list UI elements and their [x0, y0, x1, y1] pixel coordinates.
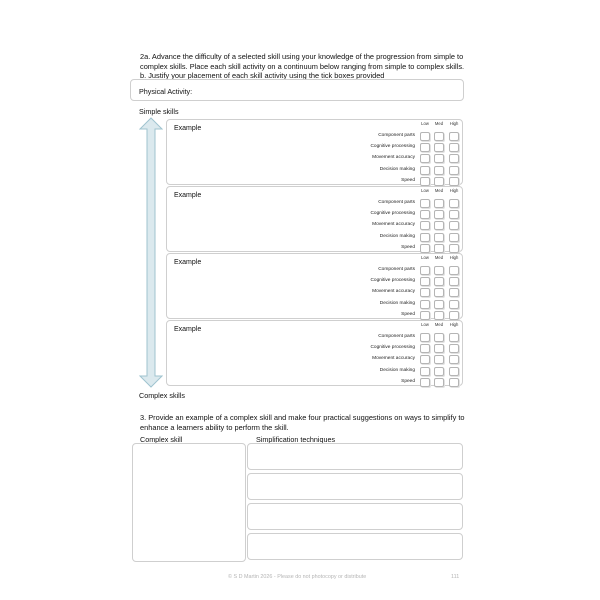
simplification-technique-field[interactable]	[247, 533, 463, 560]
tick-box-high[interactable]	[449, 367, 459, 376]
tick-box-high[interactable]	[449, 166, 459, 175]
tick-box-low[interactable]	[420, 210, 430, 219]
tick-box-low[interactable]	[420, 166, 430, 175]
question-3-line-2: enhance a learners ability to perform the skill.	[140, 422, 289, 432]
tick-box-high[interactable]	[449, 210, 459, 219]
instructions	[140, 52, 470, 81]
tick-box-med[interactable]	[434, 311, 444, 320]
tick-box-low[interactable]	[420, 266, 430, 275]
tick-box-high[interactable]	[449, 266, 459, 275]
complex-skills-label: Complex skills	[139, 391, 185, 400]
tick-box-med[interactable]	[434, 378, 444, 387]
simplification-technique-field[interactable]	[247, 473, 463, 500]
complex-skill-field[interactable]	[132, 443, 246, 562]
tick-box-low[interactable]	[420, 344, 430, 353]
tick-box-med[interactable]	[434, 300, 444, 309]
tick-box-high[interactable]	[449, 143, 459, 152]
tick-box-med[interactable]	[434, 154, 444, 163]
tick-box-low[interactable]	[420, 367, 430, 376]
continuum-arrow	[139, 117, 163, 389]
example-label: Example	[174, 192, 202, 199]
tick-header-high: High	[449, 121, 459, 126]
criterion-label: Movement accuracy	[372, 289, 415, 294]
tick-box-high[interactable]	[449, 233, 459, 242]
simplification-technique-field[interactable]	[247, 443, 463, 470]
tick-box-high[interactable]	[449, 288, 459, 297]
tick-header-low: Low	[421, 188, 429, 193]
tick-box-med[interactable]	[434, 266, 444, 275]
tick-box-low[interactable]	[420, 244, 430, 253]
tick-box-low[interactable]	[420, 311, 430, 320]
criterion-label: Speed	[401, 245, 415, 250]
criterion-label: Movement accuracy	[372, 356, 415, 361]
tick-box-med[interactable]	[434, 367, 444, 376]
double-arrow-shape	[140, 118, 162, 387]
copyright-footer: © S D Martin 2026 - Please do not photocopy or distribute	[228, 574, 367, 580]
tick-box-high[interactable]	[449, 244, 459, 253]
tick-box-high[interactable]	[449, 177, 459, 186]
tick-box-low[interactable]	[420, 177, 430, 186]
criterion-label: Cognitive processing	[370, 345, 415, 350]
tick-header-med: Med	[434, 322, 444, 327]
example-card	[166, 320, 463, 386]
page-number: 111	[451, 574, 460, 580]
tick-header-med: Med	[434, 255, 444, 260]
tick-box-med[interactable]	[434, 277, 444, 286]
tick-box-med[interactable]	[434, 166, 444, 175]
tick-box-low[interactable]	[420, 355, 430, 364]
instructions-line-2: complex skills. Place each skill activity on a continuum below ranging from simple to complex skills.	[140, 61, 465, 71]
tick-box-med[interactable]	[434, 288, 444, 297]
criterion-label: Cognitive processing	[370, 144, 415, 149]
tick-box-med[interactable]	[434, 355, 444, 364]
tick-box-high[interactable]	[449, 154, 459, 163]
criterion-label: Speed	[401, 178, 415, 183]
question-3	[140, 413, 470, 432]
criterion-label: Cognitive processing	[370, 278, 415, 283]
tick-box-med[interactable]	[434, 132, 444, 141]
tick-box-high[interactable]	[449, 300, 459, 309]
criterion-label: Cognitive processing	[370, 211, 415, 216]
tick-box-med[interactable]	[434, 244, 444, 253]
tick-box-med[interactable]	[434, 210, 444, 219]
criterion-label: Movement accuracy	[372, 155, 415, 160]
simplification-technique-field[interactable]	[247, 503, 463, 530]
criterion-label: Decision making	[379, 234, 415, 239]
tick-box-med[interactable]	[434, 177, 444, 186]
criterion-label: Movement accuracy	[372, 222, 415, 227]
tick-box-low[interactable]	[420, 143, 430, 152]
physical-activity-label: Physical Activity:	[139, 87, 193, 96]
criterion-label: Component parts	[378, 334, 415, 339]
tick-box-low[interactable]	[420, 154, 430, 163]
simplification-techniques-heading: Simplification techniques	[256, 435, 336, 444]
example-card	[166, 253, 463, 319]
tick-box-low[interactable]	[420, 199, 430, 208]
example-card	[166, 186, 463, 252]
tick-box-high[interactable]	[449, 277, 459, 286]
tick-box-high[interactable]	[449, 344, 459, 353]
criterion-label: Decision making	[379, 301, 415, 306]
tick-header-med: Med	[434, 188, 444, 193]
tick-box-high[interactable]	[449, 333, 459, 342]
example-card	[166, 119, 463, 185]
criterion-label: Speed	[401, 312, 415, 317]
tick-header-low: Low	[421, 121, 429, 126]
example-label: Example	[174, 125, 202, 132]
tick-box-low[interactable]	[420, 233, 430, 242]
criterion-label: Component parts	[378, 267, 415, 272]
tick-box-high[interactable]	[449, 132, 459, 141]
tick-box-high[interactable]	[449, 199, 459, 208]
tick-box-low[interactable]	[420, 221, 430, 230]
tick-box-med[interactable]	[434, 143, 444, 152]
tick-box-med[interactable]	[434, 333, 444, 342]
tick-box-low[interactable]	[420, 288, 430, 297]
criterion-label: Component parts	[378, 133, 415, 138]
tick-header-med: Med	[434, 121, 444, 126]
tick-box-low[interactable]	[420, 277, 430, 286]
complex-skill-heading: Complex skill	[140, 435, 183, 444]
criterion-label: Decision making	[379, 167, 415, 172]
tick-box-med[interactable]	[434, 344, 444, 353]
tick-box-low[interactable]	[420, 333, 430, 342]
criterion-label: Decision making	[379, 368, 415, 373]
instructions-line-3: b. Justify your placement of each skill activity using the tick boxes provided	[140, 71, 385, 81]
tick-header-high: High	[449, 188, 459, 193]
tick-header-high: High	[449, 322, 459, 327]
tick-header-high: High	[449, 255, 459, 260]
simple-skills-label: Simple skills	[139, 107, 179, 116]
criterion-label: Component parts	[378, 200, 415, 205]
instructions-line-1: 2a. Advance the difficulty of a selected skill using your knowledge of the progression from simple to	[140, 52, 464, 61]
tick-box-low[interactable]	[420, 378, 430, 387]
tick-box-high[interactable]	[449, 221, 459, 230]
tick-box-low[interactable]	[420, 132, 430, 141]
tick-box-high[interactable]	[449, 355, 459, 364]
criterion-label: Speed	[401, 379, 415, 384]
tick-box-high[interactable]	[449, 378, 459, 387]
tick-box-med[interactable]	[434, 199, 444, 208]
tick-box-low[interactable]	[420, 300, 430, 309]
example-label: Example	[174, 326, 202, 333]
tick-header-low: Low	[421, 322, 429, 327]
example-label: Example	[174, 259, 202, 266]
tick-box-med[interactable]	[434, 221, 444, 230]
question-3-line-1: 3. Provide an example of a complex skill and make four practical suggestions on ways to simplify to	[140, 413, 465, 422]
tick-box-high[interactable]	[449, 311, 459, 320]
tick-box-med[interactable]	[434, 233, 444, 242]
tick-header-low: Low	[421, 255, 429, 260]
